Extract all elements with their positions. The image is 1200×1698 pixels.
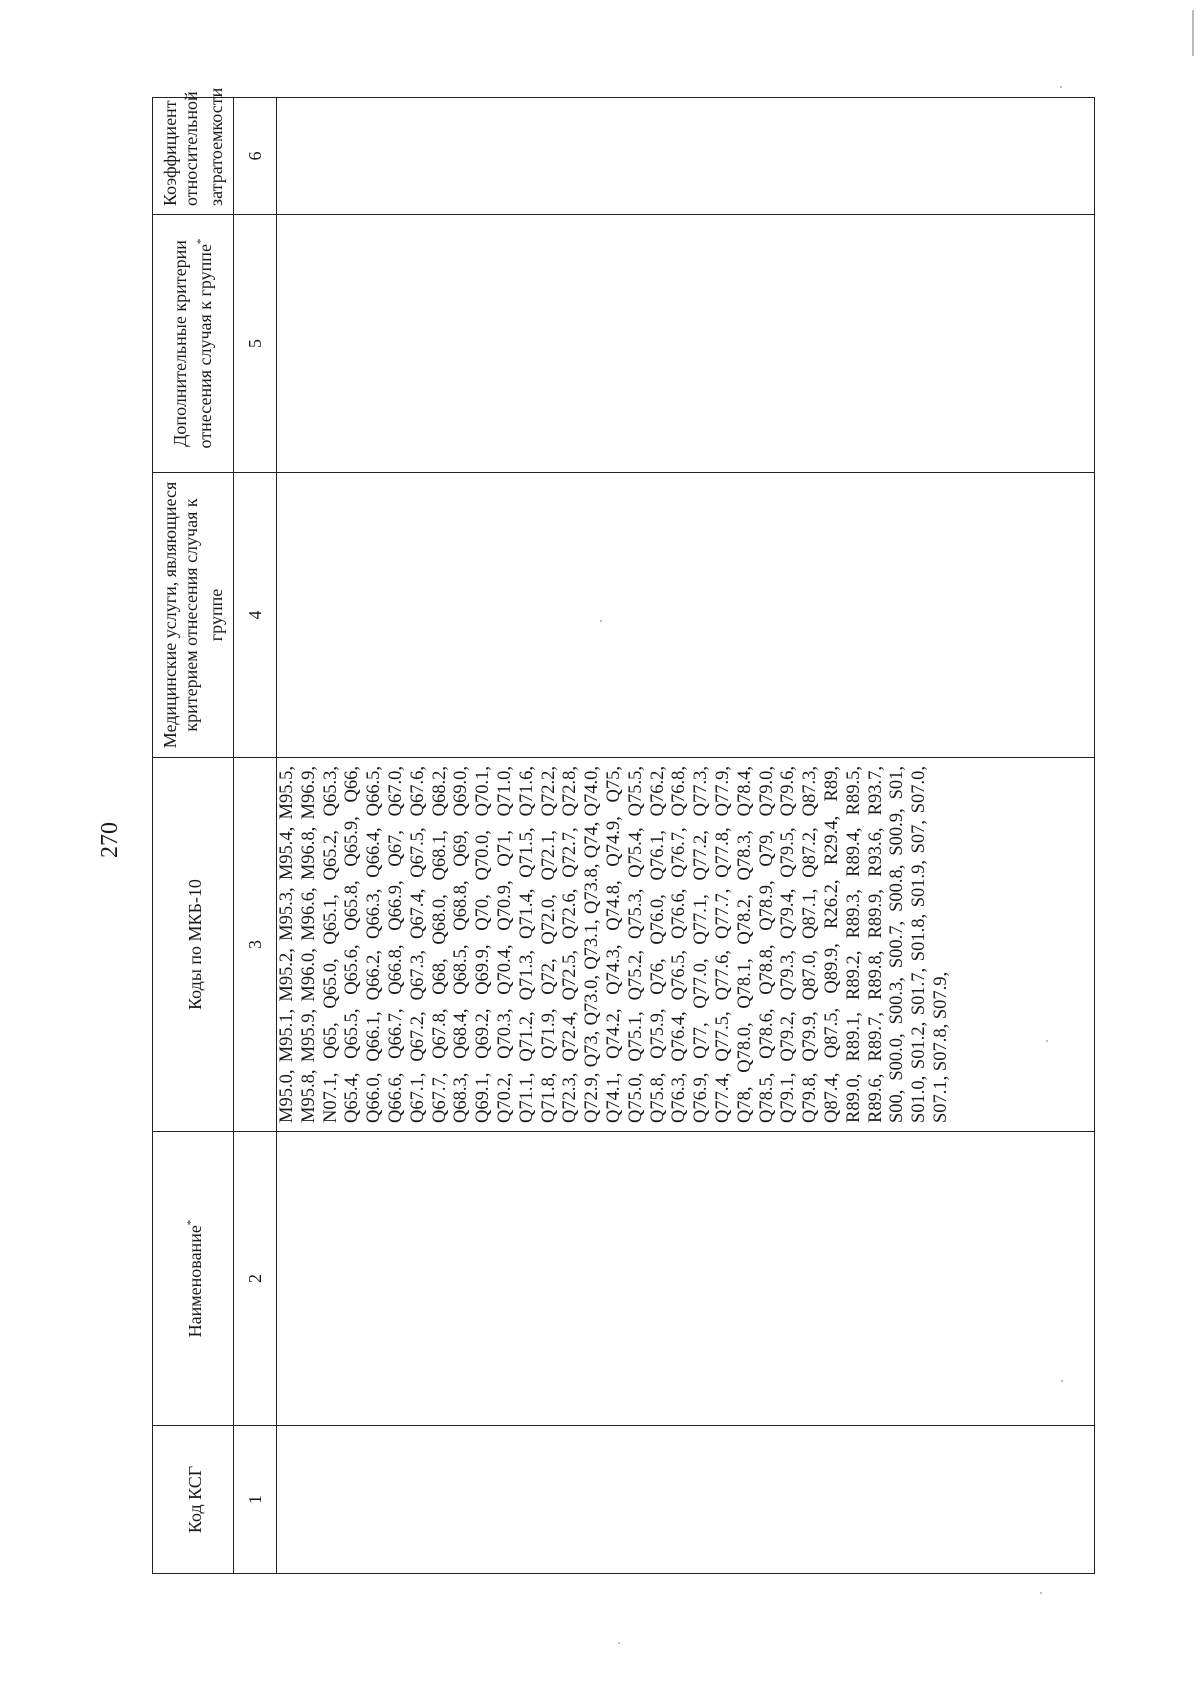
header-coefficient: Коэффициент относительной затратоемкости (153, 98, 234, 215)
cell-mkb-codes (277, 758, 1095, 1132)
ksg-table (152, 87, 1095, 1574)
column-number-row (234, 98, 277, 1574)
header-name: Наименование* (153, 1132, 234, 1426)
cell-ksg-code (277, 1426, 1095, 1574)
page-number: 270 (97, 822, 123, 858)
column-number: 2 (234, 1132, 277, 1426)
column-number: 5 (234, 215, 277, 473)
header-medical-services: Медицинские услуги, являющиеся критерием отнесения случая к группе (153, 473, 234, 758)
cell-medical-services (277, 473, 1095, 758)
column-number: 4 (234, 473, 277, 758)
column-number: 6 (234, 98, 277, 215)
column-number: 1 (234, 1426, 277, 1574)
header-ksg-code: Код КСГ (153, 1426, 234, 1574)
header-mkb-codes: Коды по МКБ-10 (153, 758, 234, 1132)
cell-coefficient (277, 98, 1095, 215)
header-row (153, 98, 234, 1574)
column-number: 3 (234, 758, 277, 1132)
mkb-codes-text: M95.0, M95.1, M95.2, M95.3, M95.4, M95.5, M95.8, M95.9, M96.0, M96.6, M96.8, M96.9, N07.1, Q65, Q65.0, Q65.1, Q65.2, Q65.3, Q65.4, Q65.5, Q65.6, Q65.8, Q65.9, Q66, Q66.0, Q66.1, Q66.2, Q66.3, Q66.4, Q66.5, Q66.6, Q66.7, Q66.8, Q66.9, Q67, Q67.0, Q67.1, Q67.2, Q67.3, Q67.4, Q67.5, Q67.6, Q67.7, Q67.8, Q68, Q68.0, Q68.1, Q68.2, Q68.3, Q68.4, Q68.5, Q68.8, Q69, Q69.0, Q69.1, Q69.2, Q69.9, Q70, Q70.0, Q70.1, Q70.2, Q70.3, Q70.4, Q70.9, Q71, Q71.0, Q71.1, Q71.2, Q71.3, Q71.4, Q71.5, Q71.6, Q71.8, Q71.9, Q72, Q72.0, Q72.1, Q72.2, Q72.3, Q72.4, Q72.5, Q72.6, Q72.7, Q72.8, Q72.9, Q73, Q73.0, Q73.1, Q73.8, Q74, Q74.0, Q74.1, Q74.2, Q74.3, Q74.8, Q74.9, Q75, Q75.0, Q75.1, Q75.2, Q75.3, Q75.4, Q75.5, Q75.8, Q75.9, Q76, Q76.0, Q76.1, Q76.2, Q76.3, Q76.4, Q76.5, Q76.6, Q76.7, Q76.8, Q76.9, Q77, Q77.0, Q77.1, Q77.2, Q77.3, Q77.4, Q77.5, Q77.6, Q77.7, Q77.8, Q77.9, Q78, Q78.0, Q78.1, Q78.2, Q78.3, Q78.4, Q78.5, Q78.6, Q78.8, Q78.9, Q79, Q79.0, Q79.1, Q79.2, Q79.3, Q79.4, Q79.5, Q79.6, Q79.8, Q79.9, Q87.0, Q87.1, Q87.2, Q87.3, Q87.4, Q87.5, Q89.9, R26.2, R29.4, R89, R89.0, R89.1, R89.2, R89.3, R89.4, R89.5, R89.6, R89.7, R89.8, R89.9, R93.6, R93.7, S00, S00.0, S00.3, S00.7, S00.8, S00.9, S01, S01.0, S01.2, S01.7, S01.8, S01.9, S07, S07.0, S07.1, S07.8, S07.9, (277, 766, 951, 1123)
cell-additional-criteria (277, 215, 1095, 473)
table-row (277, 98, 1095, 1574)
cell-name (277, 1132, 1095, 1426)
header-additional-criteria: Дополнительные критерии отнесения случая к группе* (153, 215, 234, 473)
